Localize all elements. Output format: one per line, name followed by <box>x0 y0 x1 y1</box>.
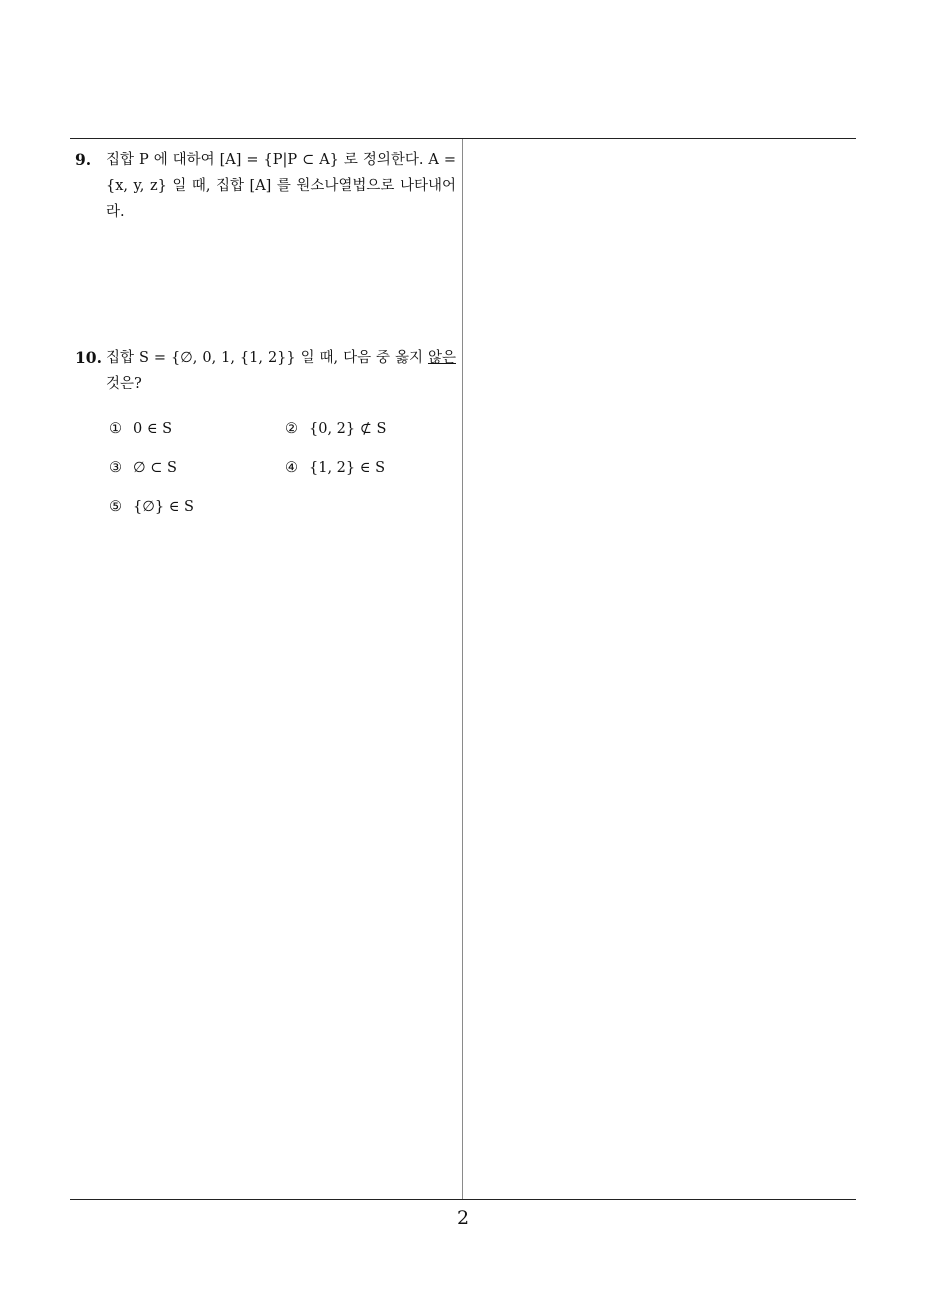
problem-9 <box>75 147 456 225</box>
choice-text: {0, 2} ⊄ S <box>309 421 387 437</box>
underlined-keyword: 않은 <box>427 350 456 366</box>
choice-4[interactable] <box>285 460 385 476</box>
problem-10 <box>75 345 456 397</box>
choice-text: {1, 2} ∈ S <box>309 460 386 476</box>
choice-text: ∅ ⊂ S <box>133 460 177 476</box>
choice-2[interactable] <box>285 421 386 437</box>
choice-5[interactable] <box>109 499 194 515</box>
page-number: 2 <box>456 1207 470 1229</box>
choice-marker: ⑤ <box>109 499 122 515</box>
problem-number: 9. <box>75 150 92 169</box>
choice-text: {∅} ∈ S <box>133 499 194 515</box>
choice-marker: ③ <box>109 460 122 476</box>
header-rule <box>70 138 856 139</box>
footer-rule <box>70 1199 856 1200</box>
problem-text: 집합 P 에 대하여 [A] = {P|P ⊂ A} 로 정의한다. A = {x, y, z} 일 때, 집합 [A] 를 원소나열법으로 나타내어라. <box>106 152 456 220</box>
answer-choices <box>109 421 449 531</box>
choice-marker: ④ <box>285 460 298 476</box>
choice-1[interactable] <box>109 421 172 437</box>
problem-text-part: 것은? <box>106 376 142 392</box>
choice-3[interactable] <box>109 460 177 476</box>
problem-text-part: 집합 S = {∅, 0, 1, {1, 2}} 일 때, 다음 중 옳지 <box>106 350 428 366</box>
problem-number: 10. <box>75 348 102 367</box>
problem-text <box>75 345 456 397</box>
column-divider <box>462 139 463 1200</box>
choice-text: 0 ∈ S <box>133 421 173 437</box>
choice-marker: ① <box>109 421 122 437</box>
choice-marker: ② <box>285 421 298 437</box>
